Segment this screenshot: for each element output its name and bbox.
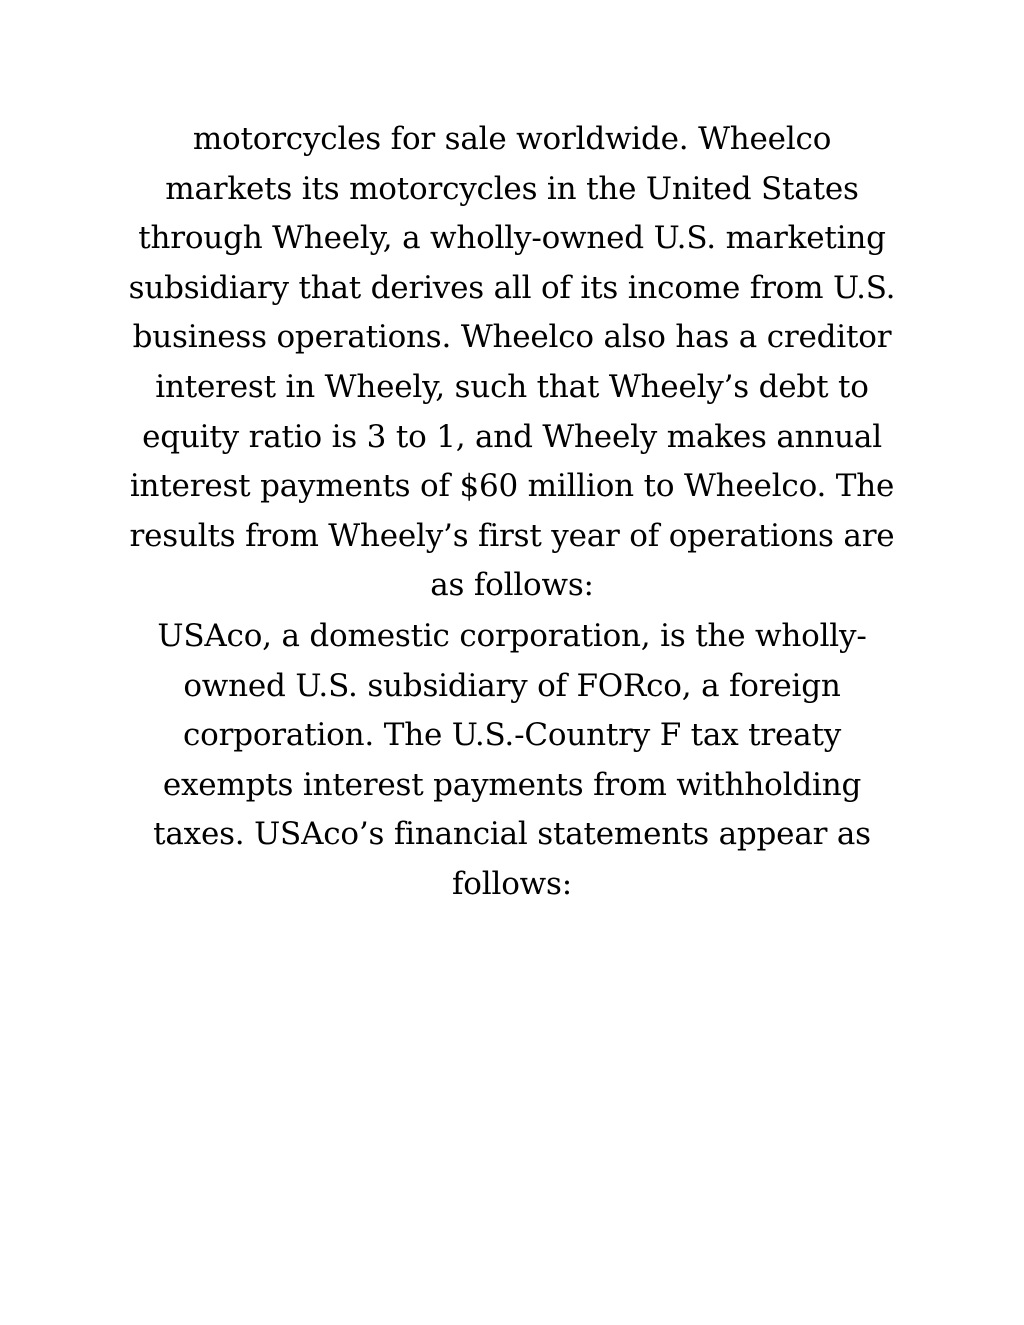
- text-line: corporation. The U.S.-Country F tax treaty: [182, 717, 842, 754]
- text-line: motorcycles for sale worldwide. Wheelco: [192, 121, 832, 157]
- text-line: results from Wheely’s first year of operations are: [129, 517, 895, 554]
- text-line: business operations. Wheelco also has a creditor: [132, 319, 892, 356]
- text-line: markets its motorcycles in the United States: [165, 170, 859, 207]
- paragraph-wheelco: [100, 115, 924, 611]
- text-line: interest payments of $60 million to Wheelco. The: [129, 468, 895, 505]
- paragraph-usaco: [100, 612, 924, 910]
- text-line: through Wheely, a wholly-owned U.S. marketing: [138, 220, 886, 257]
- text-line: equity ratio is 3 to 1, and Wheely makes annual: [142, 418, 882, 455]
- text-line: taxes. USAco’s financial statements appear as: [153, 816, 871, 853]
- text-line: USAco, a domestic corporation, is the wholly-: [157, 618, 867, 654]
- text-line: follows:: [452, 865, 572, 902]
- text-line: interest in Wheely, such that Wheely’s debt to: [155, 368, 869, 405]
- text-line: exempts interest payments from withholding: [162, 766, 862, 803]
- text-line: as follows:: [430, 567, 594, 604]
- text-line: subsidiary that derives all of its income from U.S.: [128, 269, 896, 306]
- text-line: owned U.S. subsidiary of FORco, a foreign: [183, 667, 841, 704]
